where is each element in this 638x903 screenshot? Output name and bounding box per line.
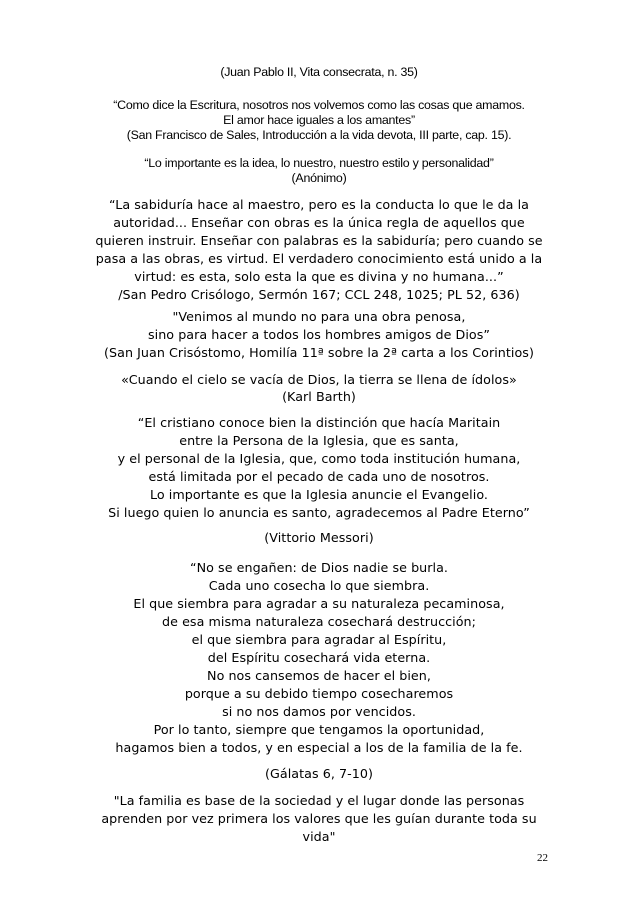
quote-line: “La sabiduría hace al maestro, pero es la conducta lo que le da la (108, 197, 529, 212)
quote-line: “Como dice la Escritura, nosotros nos volvemos como las cosas que amamos. (113, 98, 525, 112)
quote-line: Por lo tanto, siempre que tengamos la oportunidad, (153, 722, 485, 737)
citation-barth: (Karl Barth) (282, 389, 356, 404)
quote-line: está limitada por el pecado de cada uno de nosotros. (148, 469, 490, 484)
quote-line: si no nos damos por vencidos. (222, 704, 416, 719)
citation-anonimo: (Anónimo) (291, 171, 347, 185)
citation-galatas: (Gálatas 6, 7-10) (265, 766, 373, 781)
quote-line: hagamos bien a todos, y en especial a los de la familia de la fe. (115, 740, 523, 755)
quote-line: “Lo importante es la idea, lo nuestro, nuestro estilo y personalidad” (144, 156, 494, 170)
quote-line: Si luego quien lo anuncia es santo, agradecemos al Padre Eterno” (108, 505, 530, 520)
quote-line: aprenden por vez primera los valores que les guían durante toda su (101, 811, 537, 826)
quote-line: de esa misma naturaleza cosechará destrucción; (162, 614, 476, 629)
quote-line: «Cuando el cielo se vacía de Dios, la tierra se llena de ídolos» (121, 372, 517, 387)
quote-line: “El cristiano conoce bien la distinción que hacía Maritain (137, 415, 501, 430)
quote-line: autoridad... Enseñar con obras es la única regla de aquellos que (113, 215, 525, 230)
quote-line: "La familia es base de la sociedad y el lugar donde las personas (113, 793, 525, 808)
quote-line: “No se engañen: de Dios nadie se burla. (189, 560, 449, 575)
citation-messori: (Vittorio Messori) (264, 530, 374, 545)
quote-line: El amor hace iguales a los amantes” (223, 113, 415, 127)
quote-line: el que siembra para agradar al Espíritu, (191, 632, 447, 647)
quote-line: entre la Persona de la Iglesia, que es santa, (179, 433, 459, 448)
quote-line: Lo importante es que la Iglesia anuncie el Evangelio. (149, 487, 489, 502)
quote-line: porque a su debido tiempo cosecharemos (184, 686, 454, 701)
quote-line: sino para hacer a todos los hombres amigos de Dios” (147, 327, 490, 342)
quote-line: virtud: es esta, solo esta la que es divina y no humana...” (134, 269, 504, 284)
citation-crisostomo: (San Juan Crisóstomo, Homilía 11ª sobre la 2ª carta a los Corintios) (104, 345, 534, 360)
page-number: 22 (537, 852, 548, 864)
citation-crisologo: /San Pedro Crisólogo, Sermón 167; CCL 248, 1025; PL 52, 636) (118, 287, 520, 302)
quote-line: del Espíritu cosechará vida eterna. (207, 650, 431, 665)
quote-line: El que siembra para agradar a su naturaleza pecaminosa, (133, 596, 505, 611)
quote-line: pasa a las obras, es virtud. El verdadero conocimiento está unido a la (95, 251, 543, 266)
citation-juan-pablo: (Juan Pablo II, Vita consecrata, n. 35) (220, 65, 418, 79)
quote-line: Cada uno cosecha lo que siembra. (208, 578, 430, 593)
quote-line: quieren instruir. Enseñar con palabras es la sabiduría; pero cuando se (95, 233, 543, 248)
quote-line: "Venimos al mundo no para una obra penosa, (172, 309, 466, 324)
citation-francisco-de-sales: (San Francisco de Sales, Introducción a la vida devota, III parte, cap. 15). (126, 128, 512, 142)
quote-line: No nos cansemos de hacer el bien, (207, 668, 431, 683)
quote-line: y el personal de la Iglesia, que, como toda institución humana, (117, 451, 521, 466)
quote-line: vida" (302, 829, 336, 844)
